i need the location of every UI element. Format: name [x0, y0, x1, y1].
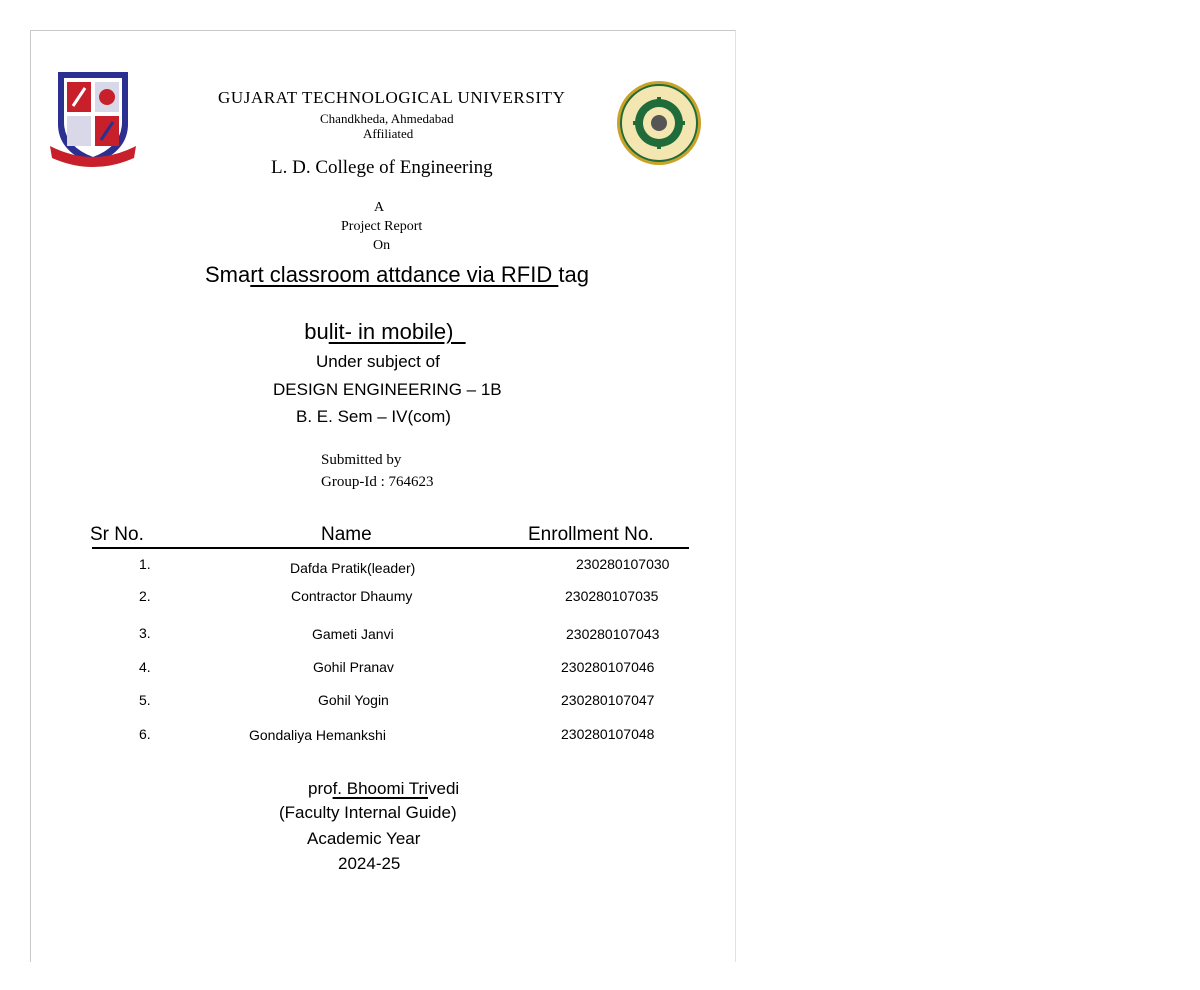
academic-year: 2024-25: [338, 854, 401, 873]
report-line-project: Project Report: [341, 219, 423, 234]
header-name: Name: [321, 524, 372, 545]
table-row-3-name: Gameti Janvi: [312, 626, 394, 642]
table-row-6-name: Gondaliya Hemankshi: [249, 727, 386, 743]
table-row-4-name: Gohil Pranav: [313, 659, 394, 675]
university-location: Chandkheda, Ahmedabad: [320, 111, 454, 126]
report-line-on: On: [373, 238, 391, 253]
table-row-2-enrollment: 230280107035: [565, 588, 659, 604]
table-row-1-enrollment: 230280107030: [576, 556, 670, 572]
table-row-5-enrollment: 230280107047: [561, 692, 655, 708]
affiliation-label: Affiliated: [363, 126, 414, 141]
subject-intro: Under subject of: [316, 352, 440, 371]
table-row-5-sr: 5.: [139, 692, 151, 708]
gtu-crest-icon: [48, 64, 138, 170]
table-header-rule: [92, 547, 689, 549]
table-row-6-enrollment: 230280107048: [561, 726, 655, 742]
table-row-2-sr: 2.: [139, 588, 151, 604]
table-row-1-name: Dafda Pratik(leader): [290, 560, 416, 576]
semester: B. E. Sem – IV(com): [296, 407, 451, 426]
group-id: Group-Id : 764623: [321, 474, 434, 490]
table-row-3-enrollment: 230280107043: [566, 626, 660, 642]
university-name: GUJARAT TECHNOLOGICAL UNIVERSITY: [218, 88, 566, 107]
project-title-line1: Smart classroom attdance via RFID tag: [205, 262, 589, 287]
table-row-1-sr: 1.: [139, 556, 151, 572]
table-row-3-sr: 3.: [139, 625, 151, 641]
report-line-a: A: [374, 200, 385, 215]
guide-role: (Faculty Internal Guide): [279, 803, 457, 822]
guide-name: prof. Bhoomi Trivedi: [308, 779, 460, 798]
college-name: L. D. College of Engineering: [271, 157, 493, 178]
table-row-4-enrollment: 230280107046: [561, 659, 655, 675]
table-row-4-sr: 4.: [139, 659, 151, 675]
project-title-line2: bulit- in mobile): [304, 319, 466, 344]
submitted-by-label: Submitted by: [321, 452, 402, 468]
table-row-6-sr: 6.: [139, 726, 151, 742]
academic-year-label: Academic Year: [307, 829, 421, 848]
header-sr-no: Sr No.: [90, 524, 144, 545]
subject-name: DESIGN ENGINEERING – 1B: [273, 380, 502, 399]
table-row-5-name: Gohil Yogin: [318, 692, 389, 708]
table-row-2-name: Contractor Dhaumy: [291, 588, 413, 604]
ldce-seal-icon: [614, 80, 704, 166]
header-enrollment: Enrollment No.: [528, 524, 654, 545]
